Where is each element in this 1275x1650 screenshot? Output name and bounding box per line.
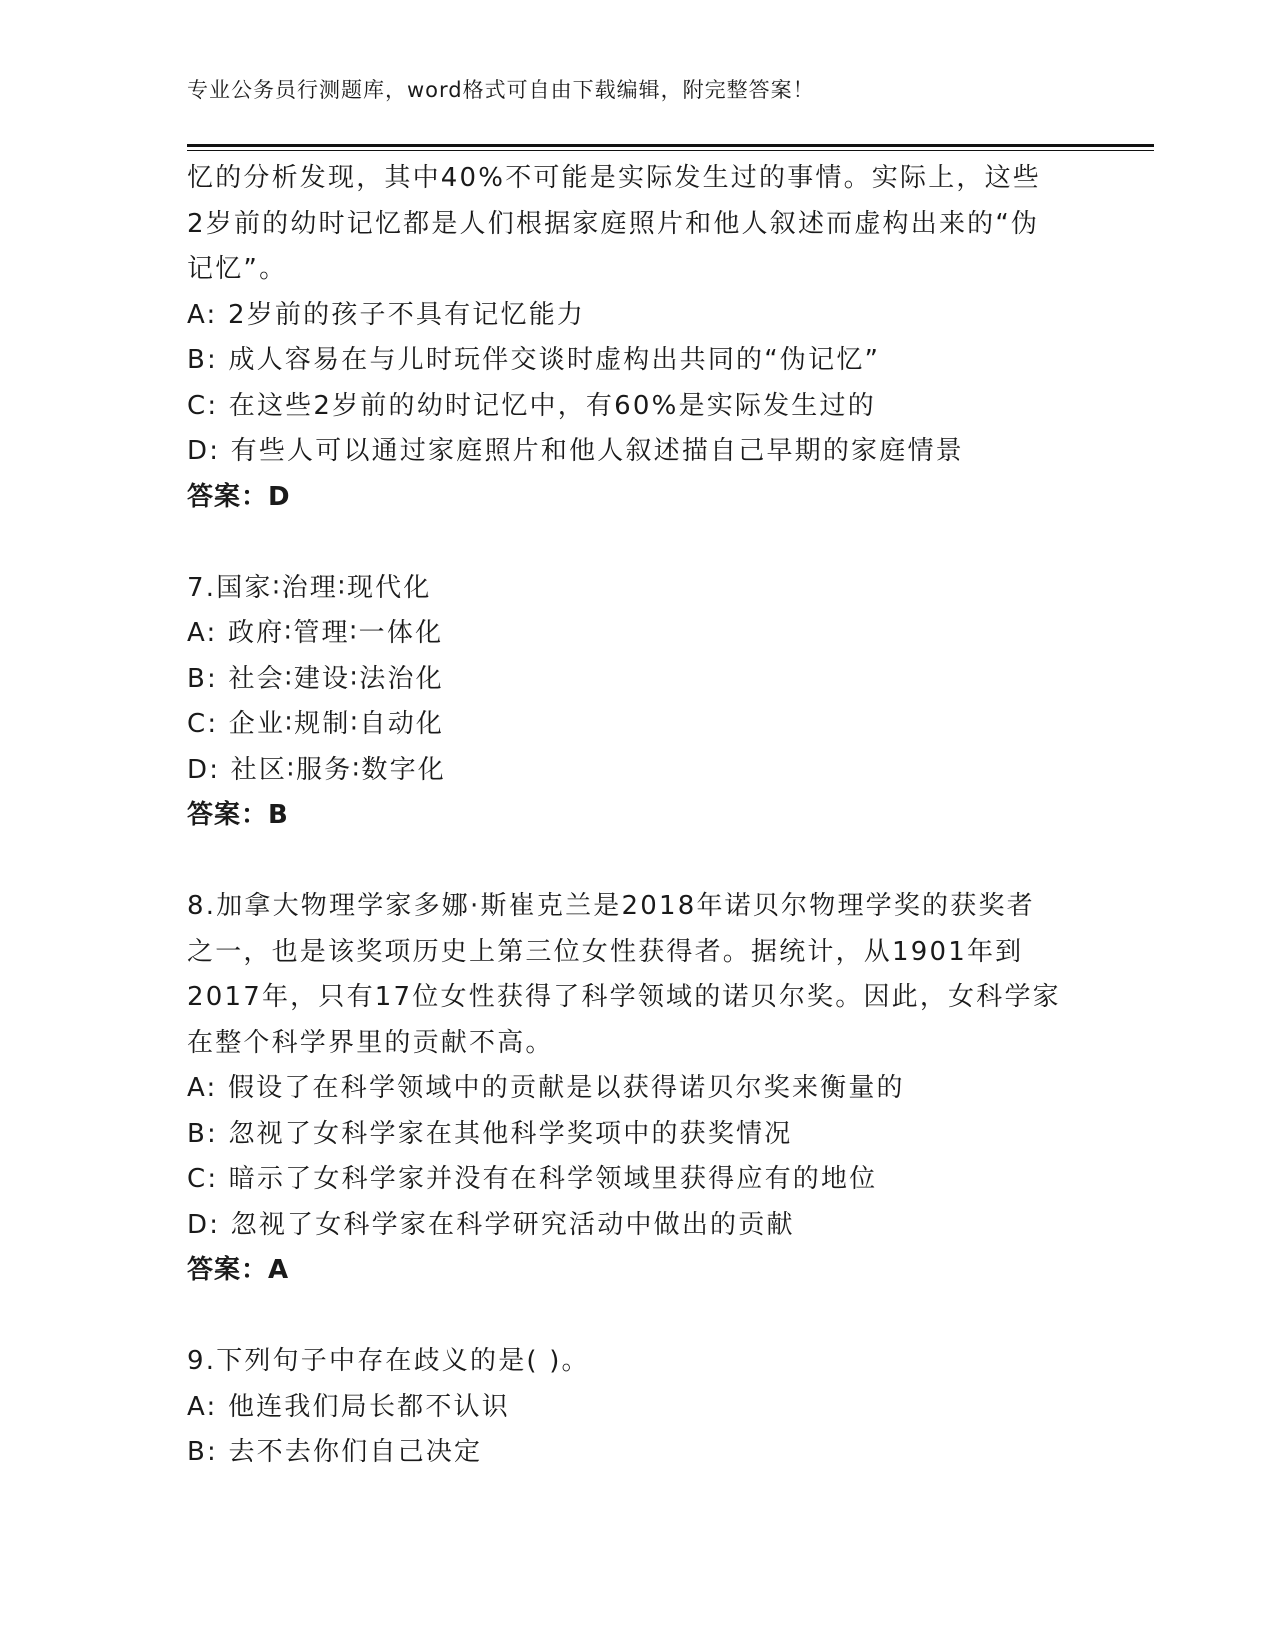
question-6-option-d: D: 有些人可以通过家庭照片和他人叙述描自己早期的家庭情景 [187, 436, 964, 466]
question-6-option-b: B: 成人容易在与儿时玩伴交谈时虚构出共同的“伪记忆” [187, 345, 881, 375]
question-9-stem: 9.下列句子中存在歧义的是( )。 [187, 1346, 590, 1376]
question-8-option-a: A: 假设了在科学领域中的贡献是以获得诺贝尔奖来衡量的 [187, 1073, 905, 1103]
question-8-answer: 答案：A [187, 1255, 290, 1285]
question-8-option-b: B: 忽视了女科学家在其他科学奖项中的获奖情况 [187, 1118, 793, 1149]
spacer [187, 1294, 1087, 1340]
document-body [187, 156, 1087, 1476]
question-6-text-line: 2岁前的幼时记忆都是人们根据家庭照片和他人叙述而虚构出来的“伪 [187, 208, 1040, 239]
question-6 [187, 156, 1087, 520]
question-7 [187, 566, 1087, 839]
question-7-stem: 7.国家∶治理∶现代化 [187, 572, 432, 603]
question-6-text-line: 记忆”。 [187, 254, 288, 284]
question-7-option-a: A: 政府∶管理∶一体化 [187, 618, 444, 648]
question-9-option-a: A: 他连我们局长都不认识 [187, 1391, 510, 1422]
question-6-text-line: 忆的分析发现，其中40%不可能是实际发生过的事情。实际上，这些 [187, 163, 1041, 193]
question-8-text-line: 在整个科学界里的贡献不高。 [187, 1027, 554, 1058]
question-6-option-a: A: 2岁前的孩子不具有记忆能力 [187, 299, 586, 330]
question-7-option-c: C: 企业∶规制∶自动化 [187, 709, 445, 739]
question-8-option-d: D: 忽视了女科学家在科学研究活动中做出的贡献 [187, 1209, 795, 1240]
question-8-text-line: 8.加拿大物理学家多娜·斯崔克兰是2018年诺贝尔物理学奖的获奖者 [187, 891, 1035, 921]
header-rule-thin [187, 150, 1154, 151]
header-rule-thick [187, 144, 1154, 147]
question-6-answer: 答案：D [187, 481, 291, 512]
question-6-option-c: C: 在这些2岁前的幼时记忆中，有60%是实际发生过的 [187, 390, 876, 421]
question-8-text-line: 2017年，只有17位女性获得了科学领域的诺贝尔奖。因此，女科学家 [187, 982, 1061, 1012]
question-9-option-b: B: 去不去你们自己决定 [187, 1437, 483, 1467]
spacer [187, 520, 1087, 566]
question-9 [187, 1339, 1087, 1476]
spacer [187, 839, 1087, 885]
question-7-option-b: B: 社会∶建设∶法治化 [187, 663, 444, 694]
question-7-option-d: D: 社区∶服务∶数字化 [187, 754, 446, 785]
page-header: 专业公务员行测题库，word格式可自由下载编辑，附完整答案！ [187, 78, 815, 102]
question-7-answer: 答案：B [187, 800, 289, 830]
question-8-text-line: 之一，也是该奖项历史上第三位女性获得者。据统计，从1901年到 [187, 936, 1024, 967]
question-8 [187, 884, 1087, 1294]
question-8-option-c: C: 暗示了女科学家并没有在科学领域里获得应有的地位 [187, 1164, 878, 1194]
